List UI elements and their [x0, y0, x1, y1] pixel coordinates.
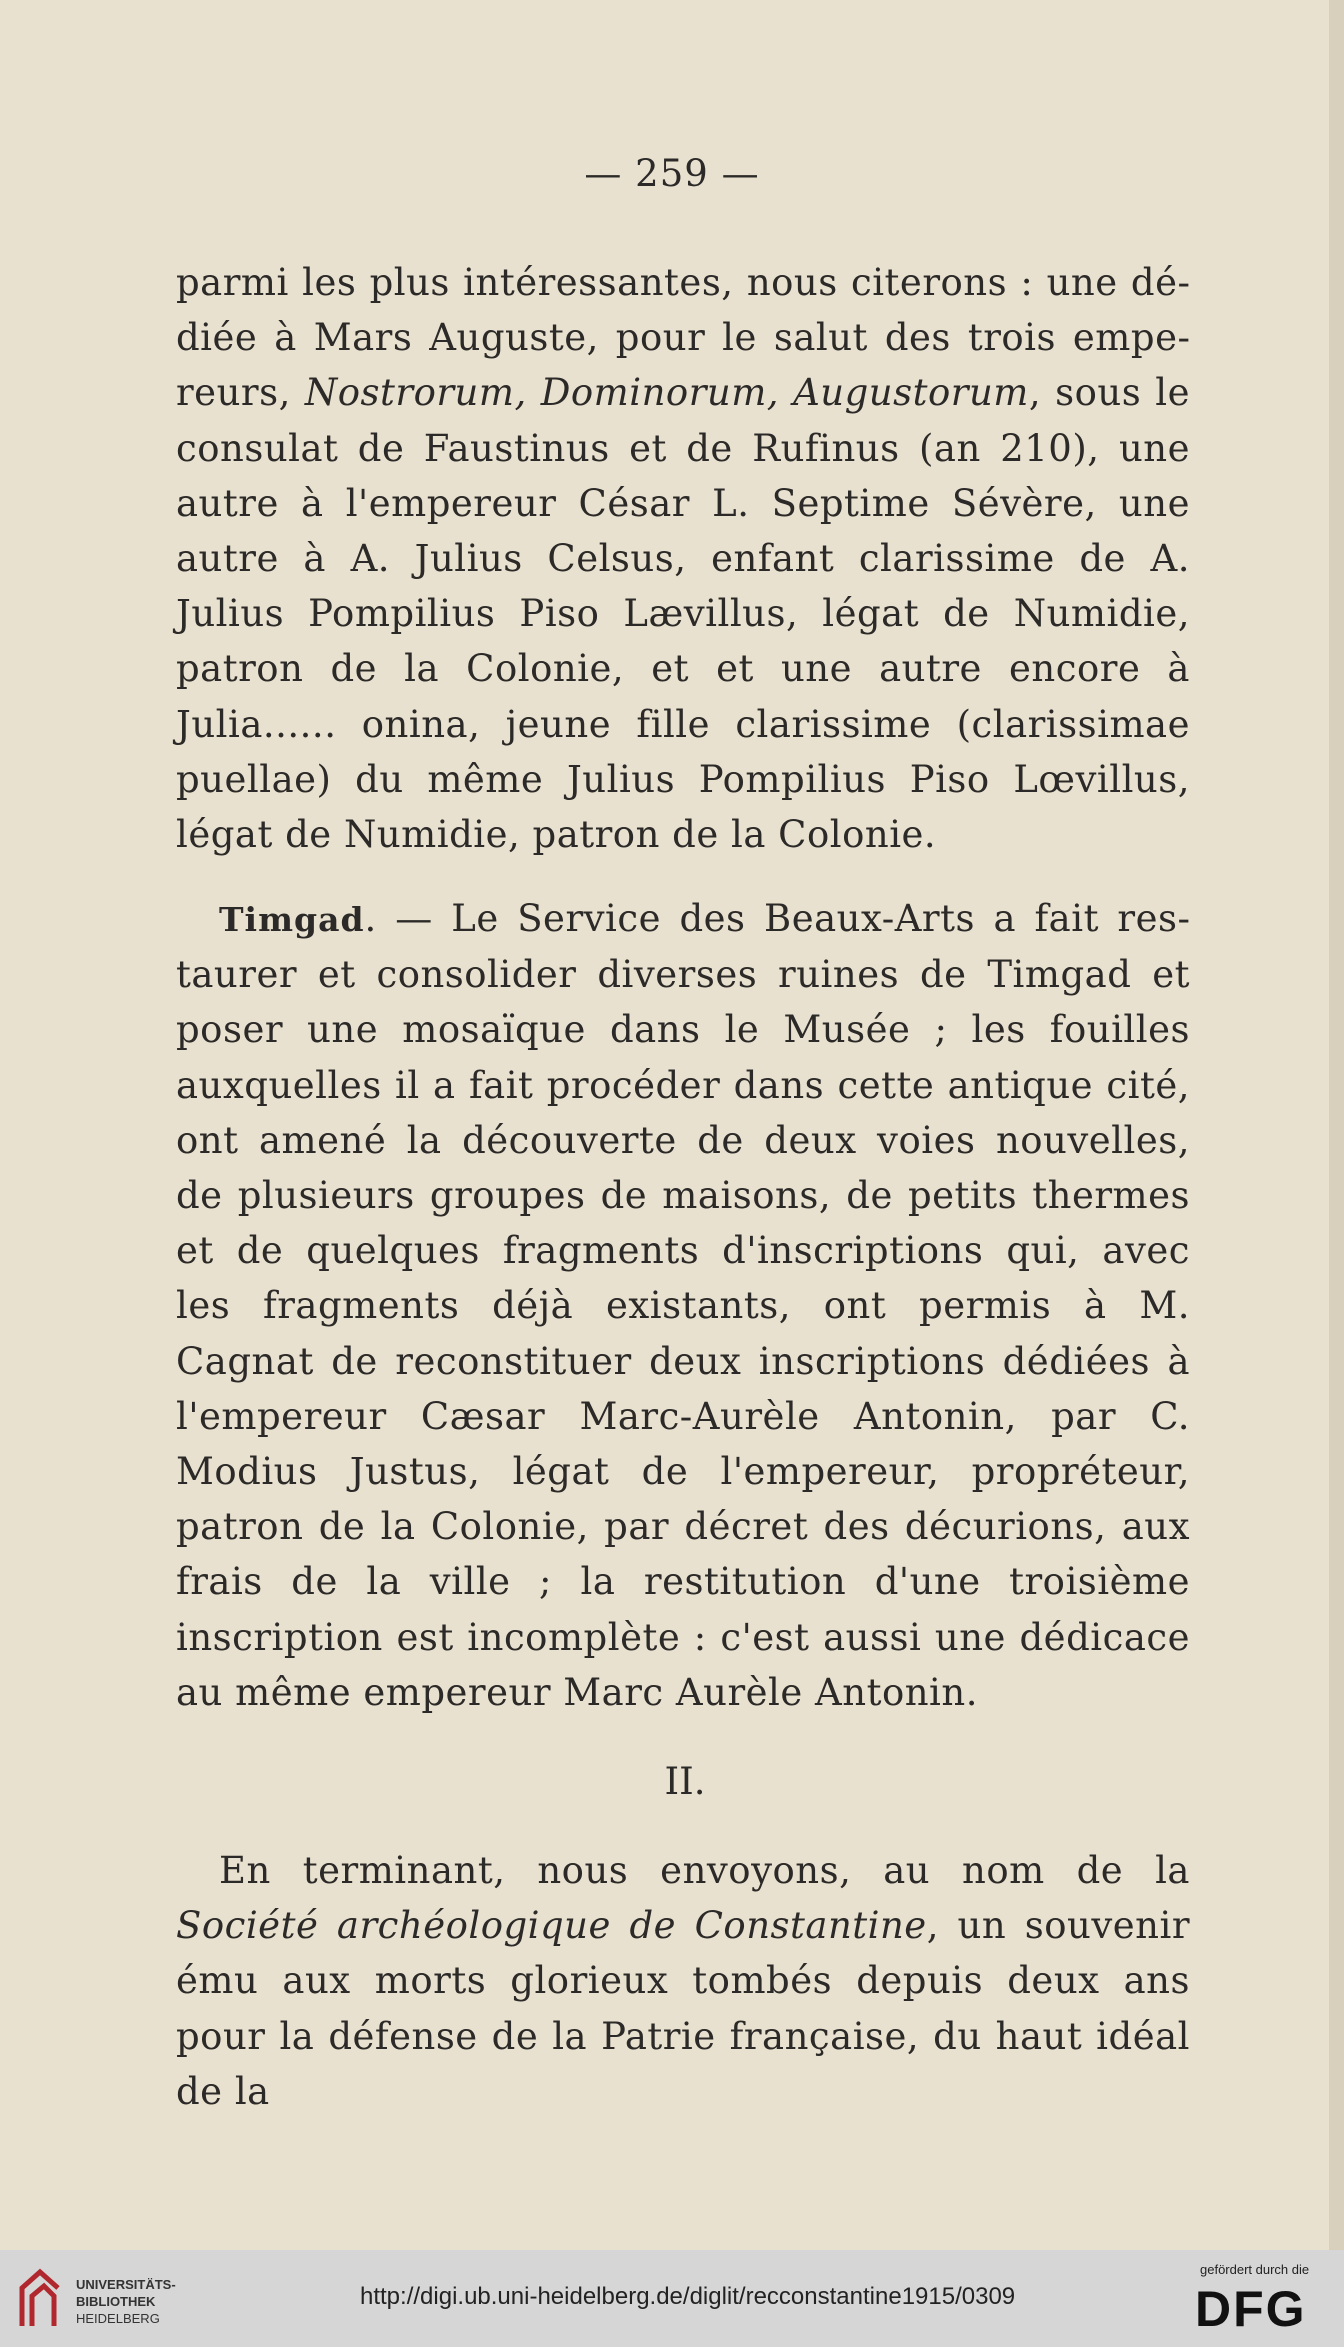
paragraph-text: . — Le Service des Beaux-Arts a fait restaurer et consolider diverses ruines de Timgad et poser une mosaïque dans le Musée ; les fouilles auxquelles il a fait procéder dans cette antique cité, ont amené la découverte de deux voies nouvelles, de plusieurs groupes de maisons, de petits thermes et de quelques fragments d'inscriptions qui, avec les fragments déjà existants, ont permis à M. Cagnat de reconstituer deux inscriptions dédiées à l'empereur Cæsar Marc-Aurèle Antonin, par C. Modius Justus, légat de l'empereur, propréteur, patron de la Colonie, par décret des décurions, aux frais de la ville ; la restitution d'une troisième inscription est incomplète : c'est aussi une dédicace au même empereur Marc Aurèle Antonin.: [176, 897, 1190, 1714]
page-edge: [1329, 0, 1344, 2250]
section-heading: II.: [664, 1760, 706, 1803]
paragraph-conclusion: [176, 1843, 1190, 2119]
library-name-line: BIBLIOTHEK: [76, 2294, 156, 2309]
library-logo-icon[interactable]: [14, 2266, 64, 2332]
library-name[interactable]: [76, 2276, 176, 2327]
paragraph-text: , sous le consulat de Faustinus et de Rufinus (an 210), une autre à l'empereur César L. Septime Sévère, une autre à A. Julius Celsus, enfant clarissime de A. Julius Pompilius Piso Lævillus, légat de Numidie, patron de la Colonie, et et une autre encore à Julia...... onina, jeune fille clarissime (clarissimae puellae) du même Julius Pompilius Piso Lœvillus, légat de Numidie, patron de la Colonie.: [176, 371, 1190, 857]
sponsor-label: gefördert durch die: [1200, 2262, 1310, 2277]
library-name-line: HEIDELBERG: [76, 2311, 160, 2326]
permalink-url[interactable]: http://digi.ub.uni-heidelberg.de/diglit/recconstantine1915/0309: [360, 2283, 1016, 2310]
paragraph-text: En terminant, nous envoyons, au nom de la: [219, 1849, 1190, 1892]
page-number: — 259 —: [584, 152, 760, 195]
paragraph-text: , un souvenir ému aux morts glorieux tombés depuis deux ans pour la défense de la Patrie française, du haut idéal de la: [176, 1904, 1191, 2113]
paragraph-text: parmi les plus intéressantes, nous citerons : une dédiée à Mars Auguste, pour le salut des trois empereurs,: [176, 261, 1190, 415]
paragraph-timgad: [176, 891, 1190, 1720]
italic-text: Nostrorum, Dominorum, Augustorum: [304, 371, 1029, 415]
dfg-logo-text: DFG: [1195, 2282, 1307, 2332]
paragraph-inscriptions: [176, 255, 1190, 862]
dfg-logo[interactable]: [1195, 2282, 1330, 2332]
section-lead-timgad: Timgad: [219, 900, 365, 939]
library-name-line: UNIVERSITÄTS-: [76, 2277, 176, 2292]
italic-text: Société archéologique de Constantine: [176, 1904, 927, 1948]
